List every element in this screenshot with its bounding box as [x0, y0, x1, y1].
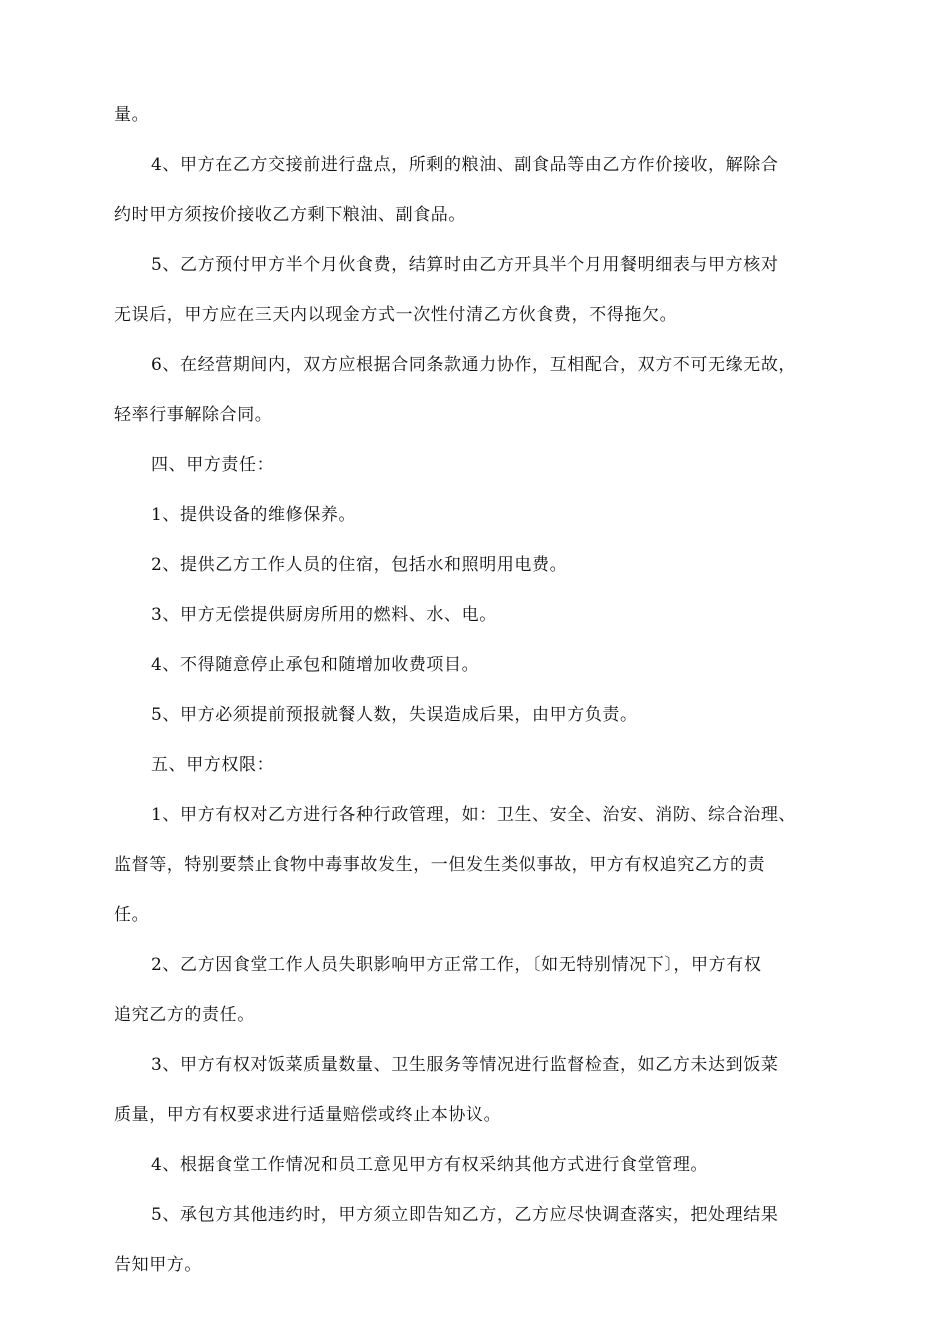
text-line: 约时甲方须按价接收乙方剩下粮油、副食品。: [114, 205, 466, 225]
text-line: 1、提供设备的维修保养。: [151, 505, 357, 525]
text-line: 质量，甲方有权要求进行适量赔偿或终止本协议。: [114, 1105, 502, 1125]
text-line: 3、甲方有权对饭菜质量数量、卫生服务等情况进行监督检查，如乙方未达到饭菜: [151, 1055, 779, 1075]
text-line: 4、不得随意停止承包和随增加收费项目。: [151, 655, 480, 675]
text-line: 5、承包方其他违约时，甲方须立即告知乙方，乙方应尽快调查落实，把处理结果: [151, 1205, 779, 1225]
text-line: 量。: [114, 105, 150, 125]
text-line: 4、甲方在乙方交接前进行盘点，所剩的粮油、副食品等由乙方作价接收，解除合: [151, 155, 779, 175]
section-heading: 四、甲方责任：: [151, 455, 275, 475]
text-line: 6、在经营期间内，双方应根据合同条款通力协作，互相配合，双方不可无缘无故，: [151, 355, 797, 375]
text-line: 4、根据食堂工作情况和员工意见甲方有权采纳其他方式进行食堂管理。: [151, 1155, 709, 1175]
text-line: 3、甲方无偿提供厨房所用的燃料、水、电。: [151, 605, 497, 625]
text-line: 2、提供乙方工作人员的住宿，包括水和照明用电费。: [151, 555, 568, 575]
text-line: 追究乙方的责任。: [114, 1005, 255, 1025]
text-line: 无误后，甲方应在三天内以现金方式一次性付清乙方伙食费，不得拖欠。: [114, 305, 678, 325]
text-line: 监督等，特别要禁止食物中毒事故发生，一但发生类似事故，甲方有权追究乙方的责: [114, 855, 766, 875]
text-line: 轻率行事解除合同。: [114, 405, 273, 425]
text-line: 任。: [114, 905, 150, 925]
text-line: 2、乙方因食堂工作人员失职影响甲方正常工作，〔如无特别情况下〕，甲方有权: [151, 955, 762, 975]
text-line: 5、乙方预付甲方半个月伙食费，结算时由乙方开具半个月用餐明细表与甲方核对: [151, 255, 779, 275]
text-line: 5、甲方必须提前预报就餐人数，失误造成后果，由甲方负责。: [151, 705, 638, 725]
text-line: 1、甲方有权对乙方进行各种行政管理，如：卫生、安全、治安、消防、综合治理、: [151, 805, 797, 825]
text-line: 告知甲方。: [114, 1255, 202, 1275]
section-heading: 五、甲方权限：: [151, 755, 275, 775]
